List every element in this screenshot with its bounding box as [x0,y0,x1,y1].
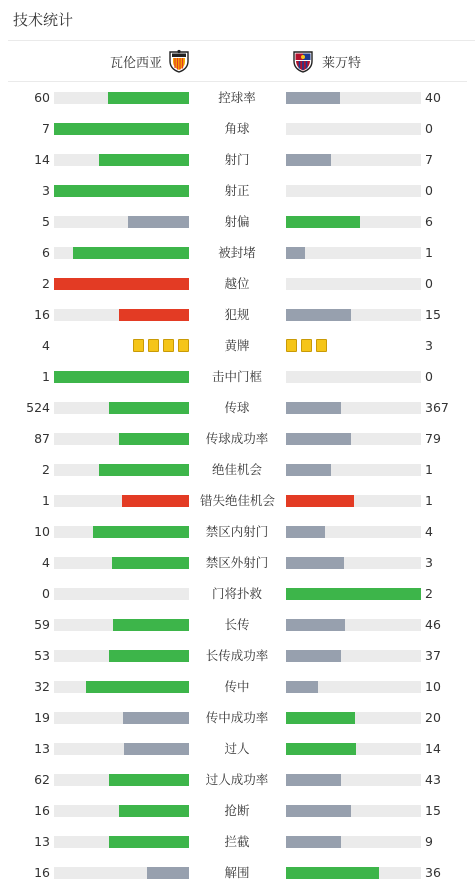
home-bar-fill [54,278,189,290]
away-bar-fill [286,216,360,228]
home-bar-track [54,216,189,228]
yellow-card-icon [178,339,189,352]
away-bar-fill [286,154,331,166]
away-bar-track [286,278,421,290]
home-bar-fill [73,247,189,259]
away-value: 1 [425,493,433,508]
home-bar-fill [108,92,189,104]
home-value: 16 [34,865,50,880]
away-bar-fill [286,402,341,414]
home-value: 13 [34,741,50,756]
stat-row [0,268,475,299]
away-value: 40 [425,90,441,105]
away-bar-track [286,712,421,724]
stats-list [0,82,475,888]
home-value: 62 [34,772,50,787]
home-bar-fill [54,185,189,197]
home-team[interactable] [110,41,190,81]
stat-row [0,516,475,547]
home-bar-track [54,402,189,414]
away-yellow-cards [286,339,327,352]
stat-row [0,113,475,144]
home-team-name: 瓦伦西亚 [109,55,162,71]
home-bar-track [54,433,189,445]
away-bar-track [286,650,421,662]
away-bar-fill [286,774,341,786]
stat-label: 射门 [224,152,250,167]
home-value: 524 [26,400,50,415]
away-team-name: 莱万特 [322,55,362,71]
away-bar-fill [286,495,354,507]
stat-row [0,299,475,330]
away-bar-fill [286,557,344,569]
home-bar-fill [119,309,189,321]
home-value: 6 [42,245,50,260]
home-bar-track [54,712,189,724]
stat-row [0,671,475,702]
stat-row [0,237,475,268]
away-bar-track [286,836,421,848]
stat-label: 过人 [224,741,250,756]
home-bar-fill [119,433,189,445]
home-value: 2 [42,276,50,291]
home-value: 53 [34,648,50,663]
away-bar-track [286,309,421,321]
away-value: 46 [425,617,441,632]
home-bar-fill [112,557,189,569]
home-value: 4 [42,555,50,570]
stat-row [0,361,475,392]
away-bar-track [286,464,421,476]
stat-row [0,82,475,113]
home-bar-fill [147,867,189,879]
home-bar-track [54,154,189,166]
home-value: 1 [42,369,50,384]
away-value: 1 [425,245,433,260]
stat-label: 传球成功率 [205,431,269,446]
stat-label: 过人成功率 [205,772,269,787]
away-team[interactable] [292,41,361,81]
home-bar-fill [54,123,189,135]
home-value: 10 [34,524,50,539]
stat-label: 被封堵 [218,245,256,260]
away-bar-track [286,681,421,693]
home-bar-fill [54,371,189,383]
away-value: 15 [425,307,441,322]
stat-label: 犯规 [224,307,250,322]
away-bar-fill [286,650,341,662]
home-bar-fill [122,495,190,507]
home-bar-track [54,650,189,662]
away-bar-fill [286,92,340,104]
stat-row [0,640,475,671]
home-bar-fill [119,805,189,817]
away-bar-track [286,588,421,600]
home-bar-fill [86,681,189,693]
home-yellow-cards [133,339,189,352]
away-value: 0 [425,276,433,291]
home-bar-fill [123,712,189,724]
away-value: 367 [425,400,449,415]
away-bar-track [286,123,421,135]
home-value: 3 [42,183,50,198]
away-value: 20 [425,710,441,725]
stat-label: 黄牌 [224,338,250,353]
home-bar-fill [99,154,189,166]
home-bar-track [54,774,189,786]
away-value: 0 [425,121,433,136]
home-value: 1 [42,493,50,508]
home-bar-track [54,743,189,755]
home-bar-track [54,185,189,197]
home-bar-track [54,278,189,290]
stat-label: 射正 [224,183,250,198]
stat-label: 拦截 [224,834,250,849]
home-value: 14 [34,152,50,167]
home-bar-fill [124,743,189,755]
home-bar-track [54,371,189,383]
away-bar-track [286,774,421,786]
home-value: 13 [34,834,50,849]
away-bar-fill [286,309,351,321]
stat-row [0,175,475,206]
stat-row [0,857,475,888]
stat-label: 长传 [224,617,250,632]
stat-label: 击中门框 [211,369,262,384]
home-value: 32 [34,679,50,694]
home-bar-track [54,805,189,817]
away-bar-track [286,557,421,569]
stat-label: 射偏 [224,214,250,229]
stat-label: 绝佳机会 [211,462,262,477]
yellow-card-icon [316,339,327,352]
away-bar-track [286,867,421,879]
stat-label: 禁区外射门 [205,555,269,570]
away-bar-fill [286,619,345,631]
stat-label: 越位 [224,276,250,291]
home-value: 0 [42,586,50,601]
stat-label: 控球率 [218,90,256,105]
home-bar-fill [99,464,189,476]
away-bar-fill [286,464,331,476]
stat-row [0,702,475,733]
home-value: 60 [34,90,50,105]
stat-label: 禁区内射门 [205,524,269,539]
home-value: 19 [34,710,50,725]
stat-row [0,826,475,857]
home-bar-track [54,681,189,693]
levante-crest-icon [292,49,314,73]
stat-label: 角球 [224,121,250,136]
yellow-card-icon [301,339,312,352]
home-bar-fill [109,836,189,848]
away-bar-fill [286,433,351,445]
home-bar-track [54,123,189,135]
away-value: 7 [425,152,433,167]
away-bar-fill [286,836,341,848]
away-value: 9 [425,834,433,849]
away-value: 3 [425,555,433,570]
stat-label: 抢断 [224,803,250,818]
home-bar-track [54,557,189,569]
away-value: 4 [425,524,433,539]
yellow-card-icon [286,339,297,352]
yellow-card-icon [148,339,159,352]
away-bar-track [286,216,421,228]
away-value: 0 [425,183,433,198]
home-value: 16 [34,307,50,322]
away-bar-track [286,371,421,383]
away-value: 37 [425,648,441,663]
away-bar-fill [286,867,379,879]
away-bar-fill [286,805,351,817]
home-value: 7 [42,121,50,136]
away-value: 3 [425,338,433,353]
home-bar-track [54,526,189,538]
stat-row [0,330,475,361]
home-bar-track [54,836,189,848]
away-bar-track [286,154,421,166]
yellow-card-icon [163,339,174,352]
away-value: 1 [425,462,433,477]
away-value: 0 [425,369,433,384]
home-bar-fill [128,216,189,228]
away-bar-track [286,805,421,817]
stat-label: 门将扑救 [211,586,262,601]
home-bar-track [54,247,189,259]
away-value: 6 [425,214,433,229]
stat-label: 错失绝佳机会 [200,493,276,508]
valencia-crest-icon [168,49,190,73]
away-value: 15 [425,803,441,818]
away-bar-fill [286,247,305,259]
away-value: 43 [425,772,441,787]
away-value: 36 [425,865,441,880]
home-bar-track [54,309,189,321]
away-value: 79 [425,431,441,446]
stat-row [0,764,475,795]
stat-label: 长传成功率 [205,648,269,663]
away-bar-track [286,185,421,197]
home-bar-fill [113,619,189,631]
away-bar-track [286,247,421,259]
stat-row [0,454,475,485]
home-value: 2 [42,462,50,477]
stat-row [0,392,475,423]
teams-header [0,41,475,81]
home-bar-fill [109,402,189,414]
stat-row [0,485,475,516]
stat-label: 传中 [224,679,250,694]
away-bar-track [286,526,421,538]
away-bar-fill [286,681,318,693]
home-bar-track [54,588,189,600]
home-bar-track [54,619,189,631]
home-value: 4 [42,338,50,353]
stat-label: 解围 [224,865,250,880]
stat-row [0,144,475,175]
home-value: 59 [34,617,50,632]
home-bar-track [54,495,189,507]
home-bar-track [54,464,189,476]
stat-row [0,423,475,454]
away-bar-track [286,619,421,631]
stat-label: 传中成功率 [205,710,269,725]
away-bar-fill [286,588,421,600]
away-bar-track [286,743,421,755]
stat-row [0,609,475,640]
away-bar-track [286,495,421,507]
home-value: 5 [42,214,50,229]
stat-row [0,733,475,764]
away-bar-track [286,402,421,414]
home-bar-fill [109,650,189,662]
home-bar-track [54,867,189,879]
stat-row [0,795,475,826]
away-value: 10 [425,679,441,694]
away-bar-fill [286,743,356,755]
away-bar-track [286,92,421,104]
home-bar-track [54,92,189,104]
home-bar-fill [109,774,189,786]
away-value: 14 [425,741,441,756]
away-bar-fill [286,712,355,724]
away-bar-fill [286,526,325,538]
yellow-card-icon [133,339,144,352]
home-bar-fill [93,526,189,538]
stat-row [0,206,475,237]
away-value: 2 [425,586,433,601]
home-value: 16 [34,803,50,818]
home-value: 87 [34,431,50,446]
stat-label: 传球 [224,400,250,415]
stat-row [0,578,475,609]
stat-row [0,547,475,578]
away-bar-track [286,433,421,445]
page-title: 技术统计 [13,11,74,29]
